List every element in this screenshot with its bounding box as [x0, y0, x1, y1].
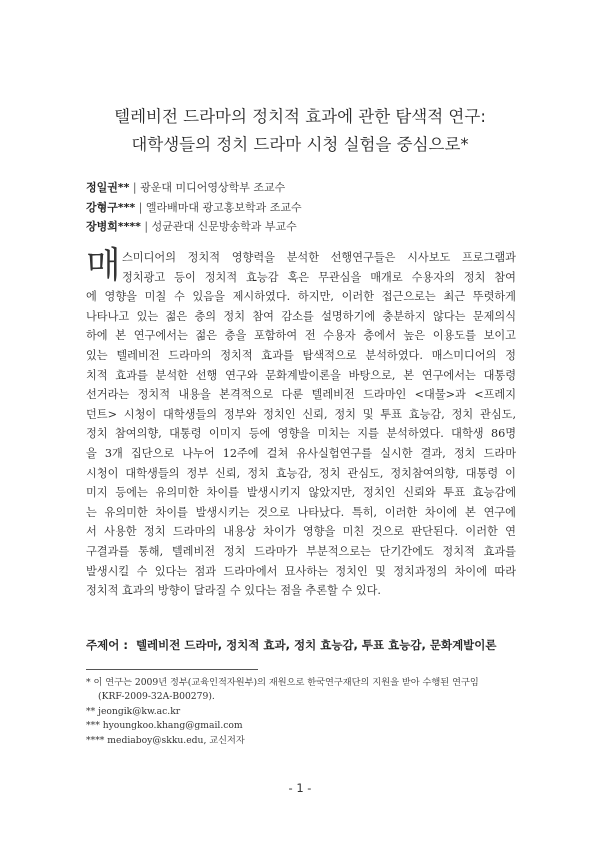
author-separator: | [138, 200, 143, 214]
footnote-funding-cont: (KRF-2009-32A-B00279). [98, 691, 215, 703]
title-line-1: 텔레비전 드라마의 정치적 효과에 관한 탐색적 연구: [114, 107, 486, 126]
keywords [86, 637, 526, 653]
abstract-line: 미지 등에는 유의미한 차이를 발생시키지 않았지만, 정치인 신뢰와 투표 효능감에 [86, 486, 516, 500]
abstract-line: 을 3개 집단으로 나누어 12주에 걸쳐 유사실험연구를 실시한 결과, 정치 드라마 [86, 446, 516, 460]
abstract-line: 정치광고 등이 정치적 효능감 혹은 무관심을 매개로 수용자의 정치 참여 [122, 270, 516, 284]
abstract-line: 구결과를 통해, 텔레비전 정치 드라마가 부분적으로는 단기간에도 정치적 효과를 [86, 544, 516, 558]
footnote-funding: * 이 연구는 2009년 정부(교육인적자원부)의 재원으로 한국연구재단의 지원을 받아 수행된 연구임 [86, 677, 479, 688]
page-number: - 1 - [288, 781, 312, 795]
abstract-line: 시청이 대학생들의 정부 신뢰, 정치 효능감, 정치 관심도, 정치참여의향, 대통령 이 [86, 466, 516, 480]
author-affiliation: 광운대 미디어영상학부 조교수 [140, 181, 286, 194]
abstract-line: 선거라는 정치적 내용을 본격적으로 다룬 텔레비전 드라마인 <대물>과 <프레지 [86, 388, 516, 402]
title-line-2: 대학생들의 정치 드라마 시청 실험을 중심으로* [131, 135, 469, 154]
author-name: 장병희**** [86, 220, 141, 233]
abstract-line: 치적 효과를 분석한 선행 연구와 문화계발이론을 바탕으로, 본 연구에서는 대통령 [86, 368, 516, 382]
abstract-line: 나타나고 있는 젊은 층의 정치 참여 감소를 설명하기에 충분하지 않다는 문제의식 [86, 309, 516, 323]
abstract-line: 있는 텔레비전 드라마의 정치적 효과를 탐색적으로 분석하였다. 매스미디어의 정 [86, 348, 516, 362]
author-separator: | [132, 181, 137, 194]
abstract-line: 발생시킬 수 있다는 점과 드라마에서 묘사하는 정치인 및 정치과정의 차이에 따라 [86, 564, 516, 578]
abstract-line: 정치적 효과의 방향이 달라질 수 있다는 점을 추론할 수 있다. [86, 584, 381, 598]
abstract-line: 는 유의미한 차이를 발생시키는 것으로 나타났다. 특히, 이러한 차이에 본 연구에 [86, 505, 516, 519]
footnote-email-3: **** mediaboy@skku.edu, 교신저자 [86, 734, 245, 746]
abstract-line: 서 사용한 정치 드라마의 내용상 차이가 영향을 미친 것으로 판단된다. 이러한 연 [86, 525, 516, 539]
abstract-dropcap: 매 [86, 245, 121, 286]
author-separator: | [144, 220, 149, 233]
author-row [86, 217, 526, 237]
author-row [86, 178, 526, 198]
abstract-line: 던트> 시청이 대학생들의 정부와 정치인 신뢰, 정치 및 투표 효능감, 정치 관심도, [86, 407, 516, 421]
abstract-line: 정치 참여의향, 대통령 이미지 등에 영향을 미치는 지를 분석하였다. 대학생 86명 [86, 427, 516, 441]
author-affiliation: 엘라배마대 광고홍보학과 조교수 [145, 200, 302, 214]
abstract-body [86, 245, 516, 601]
abstract-line: 하에 본 연구에서는 젊은 층을 포함하여 전 수용자 층에서 높은 이용도를 보이고 [86, 329, 516, 343]
keywords-text: 텔레비전 드라마, 정치적 효과, 정치 효능감, 투표 효능감, 문화계발이론 [135, 638, 497, 652]
author-name: 강형구*** [86, 200, 136, 214]
author-affiliation: 성균관대 신문방송학과 부교수 [151, 220, 297, 233]
abstract-line: 에 영향을 미칠 수 있음을 제시하였다. 하지만, 이러한 접근으로는 최근 뚜렷하게 [86, 290, 516, 304]
footnote-email-2: *** hyoungkoo.khang@gmail.com [86, 720, 243, 732]
footnotes [86, 676, 526, 748]
author-list [86, 178, 526, 237]
footnote-email-1: ** jeongik@kw.ac.kr [86, 705, 181, 717]
keywords-label: 주제어 : [86, 638, 128, 652]
paper-title [0, 103, 600, 159]
abstract-line: 스미디어의 정치적 영향력을 분석한 선행연구들은 시사보도 프로그램과 [122, 251, 516, 264]
footnote-divider [86, 669, 258, 670]
author-row [86, 198, 526, 218]
author-name: 정일권** [86, 181, 130, 194]
